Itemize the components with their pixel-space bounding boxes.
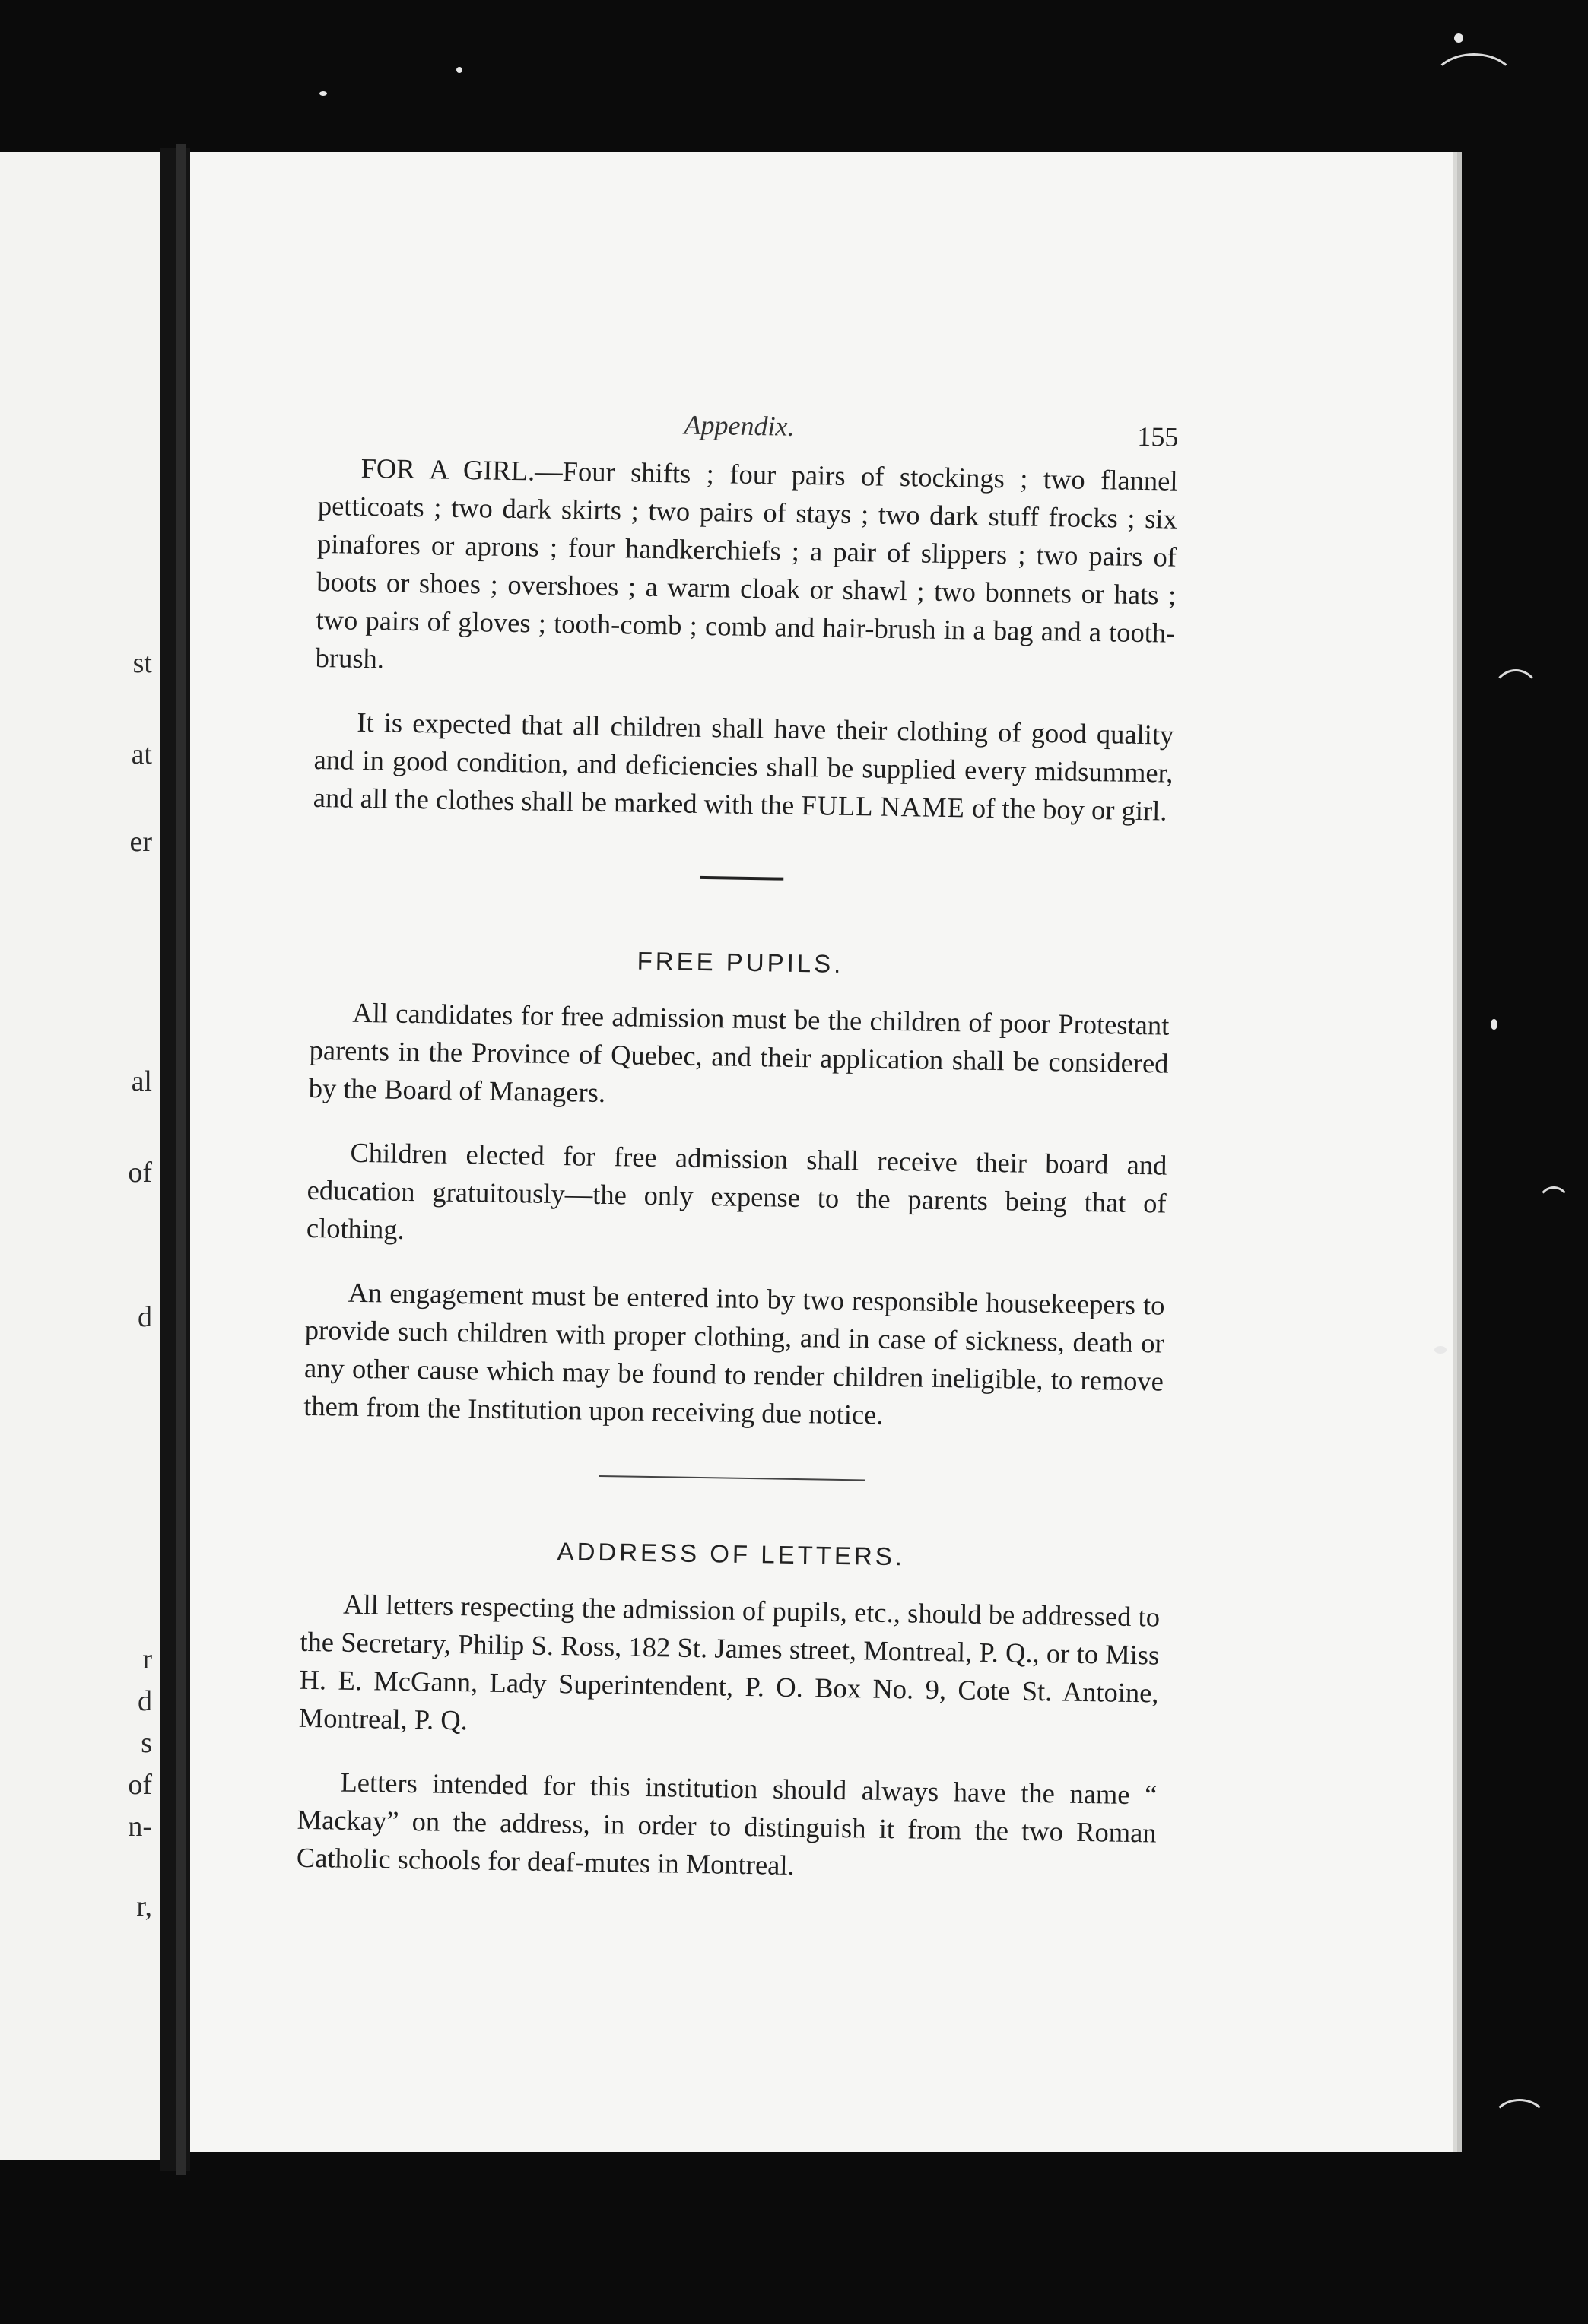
full-name-caps: FULL NAME bbox=[801, 789, 966, 824]
book-page bbox=[190, 152, 1453, 2152]
left-adjacent-page bbox=[0, 152, 160, 2160]
film-scratch bbox=[1491, 2099, 1548, 2149]
dust-speck bbox=[1491, 1019, 1497, 1030]
film-scratch bbox=[1491, 669, 1541, 727]
free-pupils-heading: FREE PUPILS. bbox=[637, 946, 844, 978]
address-heading: ADDRESS OF LETTERS. bbox=[557, 1537, 906, 1571]
girl-lead: FOR A GIRL. bbox=[360, 452, 535, 487]
left-fragment: of bbox=[128, 1157, 152, 1189]
section-divider bbox=[700, 876, 783, 881]
clothing-text-post: of the boy or girl. bbox=[964, 792, 1167, 827]
free-pupils-paragraph: All candidates for free admission must be the children of poor Protestant parents in the Province of Quebec, and their application shall be considered by the Board of Managers. bbox=[308, 996, 1170, 1109]
left-fragment: s bbox=[141, 1727, 152, 1759]
girl-list: —Four shifts ; four pairs of stockings ; two flannel petticoats ; two dark skirts ; two pairs of stays ; two dark stuff frocks ; six pinafores or aprons ; four handkerchiefs ; a pair of slippers ; two pairs of boots or shoes ; overshoes ; a warm cloak or shawl ; two bonnets or hats ; two pairs of gloves ; tooth-comb ; comb and hair-brush in a bag and a tooth-brush. bbox=[315, 455, 1178, 675]
left-fragment: of bbox=[128, 1769, 152, 1801]
free-pupils-paragraph: An engagement must be entered into by two responsible housekeepers to provide such children with proper clothing, and in case of sickness, death or any other cause which may be found to render children ineligible, to remove them from the Institution upon receiving due notice. bbox=[303, 1276, 1165, 1430]
gutter-line bbox=[176, 144, 186, 2175]
clothing-quality-paragraph bbox=[313, 703, 1174, 830]
left-fragment: at bbox=[131, 738, 152, 770]
dust-speck bbox=[1434, 1346, 1447, 1354]
left-fragment: er bbox=[129, 826, 152, 858]
clothing-text-pre: It is expected that all children shall have their clothing of good quality and in good condition, and deficiencies shall be supplied every midsummer, and all the clothes shall be marked with the bbox=[313, 706, 1174, 821]
film-scratch bbox=[1536, 1186, 1571, 1229]
left-fragment: r bbox=[142, 1643, 152, 1675]
film-scratch bbox=[1430, 53, 1518, 119]
page-number: 155 bbox=[1137, 421, 1179, 452]
left-fragment: st bbox=[132, 647, 152, 679]
free-pupils-paragraph: Children elected for free admission shall receive their board and education gratuitously—the only expense to the parents being that of clothing. bbox=[306, 1136, 1167, 1245]
address-paragraph: Letters intended for this institution should always have the name “ Mackay” on the address, in order to distinguish it from the two Roman Catholic schools for deaf-mutes in Montreal. bbox=[296, 1766, 1158, 1881]
running-title: Appendix. bbox=[684, 409, 795, 442]
dust-speck bbox=[1454, 33, 1463, 43]
left-fragment: d bbox=[138, 1301, 152, 1333]
dust-speck bbox=[456, 67, 462, 73]
left-fragment: d bbox=[138, 1685, 152, 1717]
book-gutter bbox=[160, 148, 190, 2171]
left-fragment: n- bbox=[128, 1811, 152, 1843]
girl-clothing-paragraph bbox=[315, 449, 1178, 691]
dust-speck bbox=[319, 91, 327, 96]
left-fragment: al bbox=[131, 1065, 152, 1097]
address-paragraph: All letters respecting the admission of pupils, etc., should be addressed to the Secretary, Philip S. Ross, 182 St. James street, Montreal, P. Q., or to Miss H. E. McGann, Lady Superintendent, P. O. Box No. 9, Cote St. Antoine, Montreal, P. Q. bbox=[298, 1588, 1161, 1736]
section-divider bbox=[599, 1475, 865, 1481]
left-fragment: r, bbox=[136, 1891, 152, 1922]
page-text-block bbox=[296, 403, 1179, 1916]
